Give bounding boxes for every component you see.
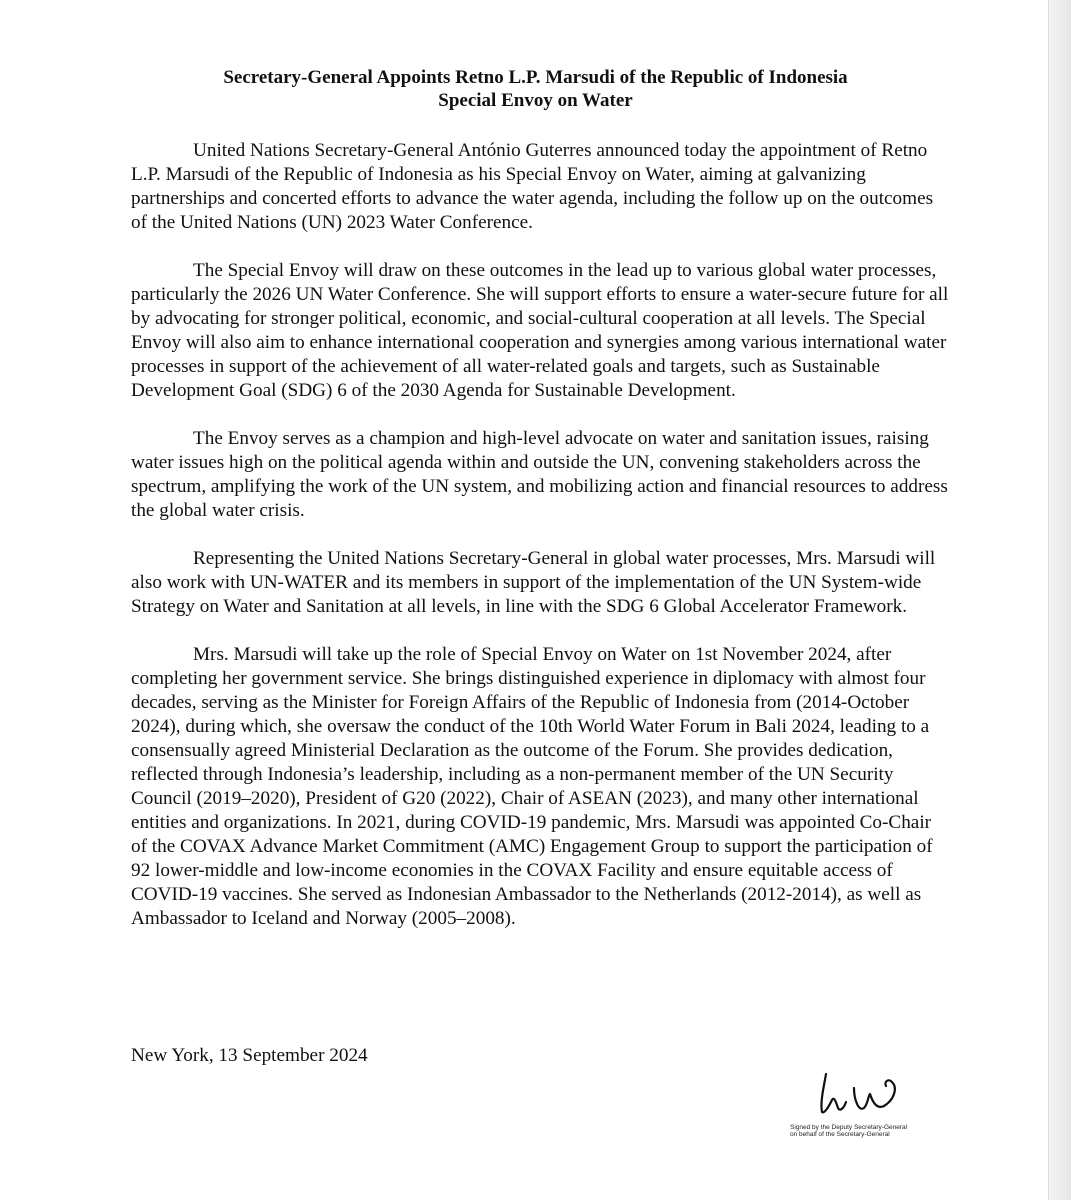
handwritten-signature <box>814 1068 924 1118</box>
press-release-title <box>0 66 1071 112</box>
paragraph-un-water: Representing the United Nations Secretary-General in global water processes, Mrs. Marsudi will also work with UN-WATER and its members in support of the implementation of the UN System-wide Strategy on Water and Sanitation at all levels, in line with the SDG 6 Global Accelerator Framework. <box>131 548 936 617</box>
signature-caption-line-1: Signed by the Deputy Secretary-General <box>790 1124 908 1131</box>
page-edge-shadow <box>1048 0 1071 1200</box>
press-release-body <box>131 139 951 955</box>
paragraph-outcomes: The Special Envoy will draw on these outcomes in the lead up to various global water processes, particularly the 2026 UN Water Conference. She will support efforts to ensure a water-secure future for all by advocating for stronger political, economic, and social-cultural cooperation at all levels. The Special Envoy will also aim to enhance international cooperation and synergies among various international water processes in support of the achievement of all water-related goals and targets, such as Sustainable Development Goal (SDG) 6 of the 2030 Agenda for Sustainable Development. <box>131 260 949 401</box>
paragraph-biography: Mrs. Marsudi will take up the role of Special Envoy on Water on 1st November 2024, after completing her government service. She brings distinguished experience in diplomacy with almost four decades, serving as the Minister for Foreign Affairs of the Republic of Indonesia from (2014-October 2024), during which, she oversaw the conduct of the 10th World Water Forum in Bali 2024, leading to a consensually agreed Ministerial Declaration as the outcome of the Forum. She provides dedication, reflected through Indonesia’s leadership, including as a non-permanent member of the UN Security Council (2019–2020), President of G20 (2022), Chair of ASEAN (2023), and many other international entities and organizations. In 2021, during COVID-19 pandemic, Mrs. Marsudi was appointed Co-Chair of the COVAX Advance Market Commitment (AMC) Engagement Group to support the participation of 92 lower-middle and low-income economies in the COVAX Facility and ensure equitable access of COVID-19 vaccines. She served as Indonesian Ambassador to the Netherlands (2012-2014), as well as Ambassador to Iceland and Norway (2005–2008). <box>131 644 933 929</box>
paragraph-appointment: United Nations Secretary-General António Guterres announced today the appointment of Retno L.P. Marsudi of the Republic of Indonesia as his Special Envoy on Water, aiming at galvanizing partnerships and concerted efforts to advance the water agenda, including the follow up on the outcomes of the United Nations (UN) 2023 Water Conference. <box>131 140 934 233</box>
title-line-1: Secretary-General Appoints Retno L.P. Marsudi of the Republic of Indonesia <box>223 67 848 88</box>
dateline: New York, 13 September 2024 <box>131 1045 368 1066</box>
title-line-2: Special Envoy on Water <box>438 90 633 111</box>
signature-caption <box>790 1124 960 1138</box>
signature-caption-line-2: on behalf of the Secretary-General <box>790 1131 890 1138</box>
paragraph-envoy-role: The Envoy serves as a champion and high-level advocate on water and sanitation issues, raising water issues high on the political agenda within and outside the UN, convening stakeholders across the spectrum, amplifying the work of the UN system, and mobilizing action and financial resources to address the global water crisis. <box>131 428 948 521</box>
